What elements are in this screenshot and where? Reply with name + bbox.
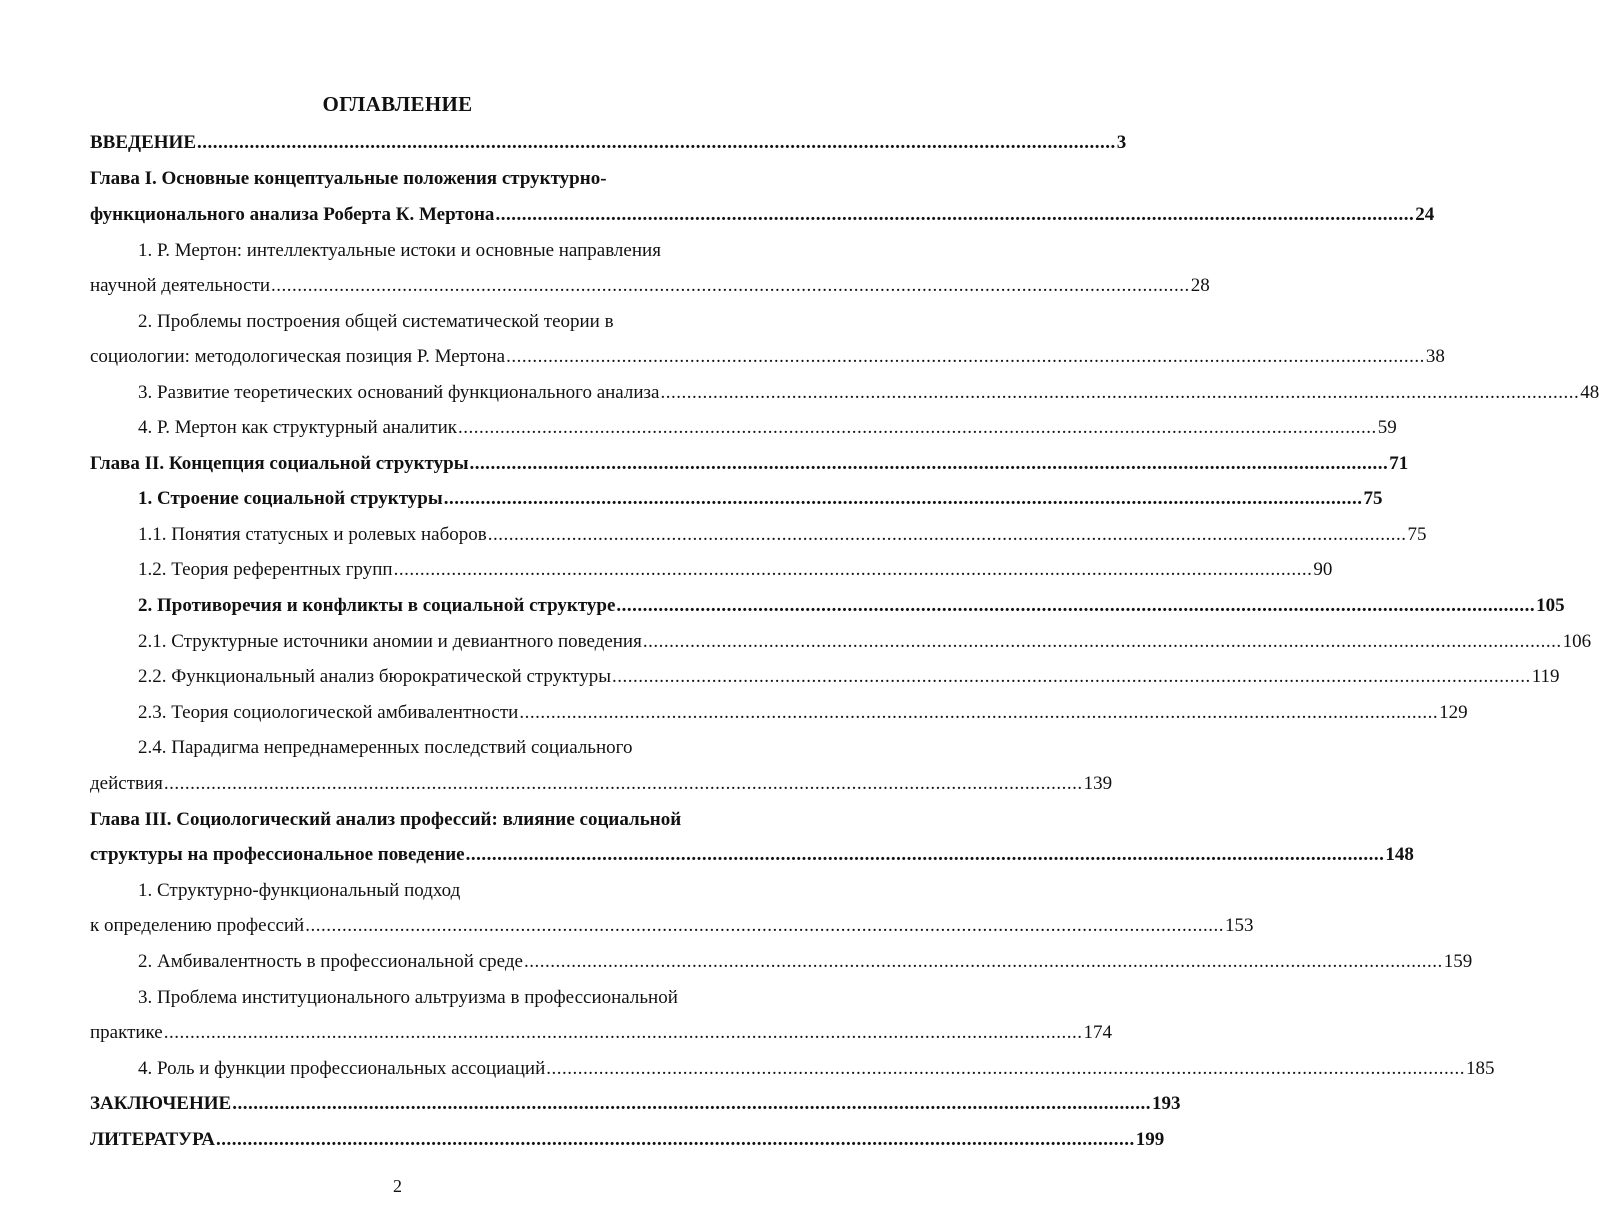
toc-page-number: 24 (1415, 204, 1435, 225)
toc-entry-text: 4. Р. Мертон как структурный аналитик (138, 417, 458, 438)
toc-page-number: 129 (1439, 702, 1468, 723)
toc-entry-text: 1. Строение социальной структуры (138, 488, 443, 509)
toc-entry-conclusion[interactable] (90, 1089, 1181, 1119)
toc-entry-text: 2.2. Функциональный анализ бюрократической структуры (138, 666, 611, 687)
toc-chapter-3[interactable] (90, 840, 1414, 870)
toc-entry-text: ЛИТЕРАТУРА (90, 1129, 216, 1150)
toc-entry-text: 2.1. Структурные источники аномии и девиантного поведения (138, 631, 642, 652)
toc-page-number: 90 (1313, 559, 1333, 580)
toc-entry-text: ЗАКЛЮЧЕНИЕ (90, 1093, 232, 1114)
dot-leader: ............................................................................................................................................................................... (443, 488, 1363, 509)
toc-section-1-1-line1[interactable]: 1. Р. Мертон: интеллектуальные истоки и основные направления (138, 240, 661, 261)
toc-subsection-1-1[interactable] (138, 520, 1427, 550)
dot-leader: ............................................................................................................................................................................... (660, 382, 1580, 403)
toc-chapter-1-line1[interactable]: Глава I. Основные концептуальные положения структурно- (90, 168, 607, 189)
toc-entry-text: 4. Роль и функции профессиональных ассоциаций (138, 1058, 546, 1079)
toc-page-number: 185 (1466, 1058, 1495, 1079)
dot-leader: ............................................................................................................................................................................... (163, 1022, 1083, 1043)
toc-section-1-2-line1[interactable]: 2. Проблемы построения общей систематической теории в (138, 311, 614, 332)
toc-entry-text: к определению профессий (90, 915, 305, 936)
page-number: 2 (393, 1176, 402, 1196)
dot-leader: ............................................................................................................................................................................... (197, 132, 1116, 153)
toc-entry-text: функционального анализа Роберта К. Мертона (90, 204, 495, 225)
dot-leader: ............................................................................................................................................................................... (216, 1129, 1135, 1150)
dot-leader: ............................................................................................................................................................................... (465, 844, 1385, 865)
toc-page-number: 38 (1425, 346, 1445, 367)
toc-entry-text: 2. Амбивалентность в профессиональной среде (138, 951, 523, 972)
dot-leader: ............................................................................................................................................................................... (469, 453, 1389, 474)
toc-entry-text: Глава II. Концепция социальной структуры (90, 453, 469, 474)
toc-section-2-2[interactable] (138, 591, 1565, 621)
dot-leader: ............................................................................................................................................................................... (487, 524, 1407, 545)
toc-entry-text: 1.1. Понятия статусных и ролевых наборов (138, 524, 487, 545)
toc-page-number: 193 (1151, 1093, 1181, 1114)
dot-leader: ............................................................................................................................................................................... (232, 1093, 1151, 1114)
toc-page-number: 139 (1083, 773, 1113, 794)
toc-subsection-2-2[interactable] (138, 662, 1560, 692)
toc-page-number: 199 (1135, 1129, 1165, 1150)
toc-heading: ОГЛАВЛЕНИЕ (322, 92, 473, 116)
toc-entry-literature[interactable] (90, 1125, 1165, 1155)
dot-leader: ............................................................................................................................................................................... (546, 1058, 1465, 1079)
dot-leader: ............................................................................................................................................................................... (271, 275, 1190, 296)
toc-page-number: 106 (1562, 631, 1592, 652)
toc-page-number: 59 (1377, 417, 1397, 438)
toc-page-number: 153 (1224, 915, 1254, 936)
toc-section-3-2[interactable] (138, 947, 1473, 977)
toc-entry-text: 2. Противоречия и конфликты в социальной структуре (138, 595, 616, 616)
dot-leader: ............................................................................................................................................................................... (523, 951, 1443, 972)
dot-leader: ............................................................................................................................................................................... (163, 773, 1083, 794)
toc-section-1-2[interactable] (90, 342, 1445, 372)
dot-leader: ............................................................................................................................................................................... (305, 915, 1224, 936)
toc-entry-text: практике (90, 1022, 163, 1043)
dot-leader: ............................................................................................................................................................................... (495, 204, 1415, 225)
toc-page-number: 48 (1580, 382, 1599, 403)
toc-page-number: 105 (1536, 595, 1565, 616)
dot-leader: ............................................................................................................................................................................... (393, 559, 1313, 580)
toc-section-3-4[interactable] (138, 1054, 1495, 1084)
toc-page-number: 3 (1116, 132, 1127, 153)
toc-section-1-1[interactable] (90, 271, 1210, 301)
toc-page-number: 148 (1385, 844, 1414, 865)
toc-page-number: 75 (1363, 488, 1383, 509)
toc-section-1-4[interactable] (138, 413, 1397, 443)
toc-page-number: 159 (1443, 951, 1473, 972)
toc-page-number: 28 (1190, 275, 1210, 296)
toc-chapter-3-line1[interactable]: Глава III. Социологический анализ профессий: влияние социальной (90, 809, 682, 830)
dot-leader: ............................................................................................................................................................................... (616, 595, 1536, 616)
toc-chapter-2[interactable] (90, 449, 1409, 479)
toc-section-2-1[interactable] (138, 484, 1383, 514)
toc-subsection-2-4[interactable] (90, 769, 1113, 799)
toc-entry-text: действия (90, 773, 163, 794)
toc-entry-intro[interactable] (90, 128, 1127, 158)
toc-entry-text: 1.2. Теория референтных групп (138, 559, 393, 580)
toc-section-3-1-line1[interactable]: 1. Структурно-функциональный подход (138, 880, 461, 901)
toc-page-number: 75 (1407, 524, 1427, 545)
toc-section-3-3[interactable] (90, 1018, 1112, 1048)
toc-chapter-1[interactable] (90, 200, 1435, 230)
toc-page-number: 119 (1531, 666, 1560, 687)
toc-subsection-2-3[interactable] (138, 698, 1468, 728)
toc-entry-text: научной деятельности (90, 275, 271, 296)
toc-page-number: 174 (1083, 1022, 1112, 1043)
dot-leader: ............................................................................................................................................................................... (611, 666, 1531, 687)
dot-leader: ............................................................................................................................................................................... (519, 702, 1439, 723)
toc-entry-text: социологии: методологическая позиция Р. Мертона (90, 346, 506, 367)
toc-entry-text: 2.3. Теория социологической амбивалентности (138, 702, 519, 723)
dot-leader: ............................................................................................................................................................................... (506, 346, 1425, 367)
dot-leader: ............................................................................................................................................................................... (642, 631, 1562, 652)
toc-subsection-2-1[interactable] (138, 627, 1592, 657)
toc-entry-text: 3. Развитие теоретических оснований функционального анализа (138, 382, 660, 403)
toc-entry-text: ВВЕДЕНИЕ (90, 132, 196, 153)
toc-entry-text: структуры на профессиональное поведение (90, 844, 465, 865)
dot-leader: ............................................................................................................................................................................... (458, 417, 1377, 438)
toc-page-number: 71 (1389, 453, 1409, 474)
toc-section-1-3[interactable] (138, 378, 1599, 408)
toc-subsection-1-2[interactable] (138, 555, 1333, 585)
toc-section-3-1[interactable] (90, 911, 1254, 941)
toc-section-3-3-line1[interactable]: 3. Проблема институционального альтруизма в профессиональной (138, 987, 678, 1008)
toc-subsection-2-4-line1[interactable]: 2.4. Парадигма непреднамеренных последствий социального (138, 737, 633, 758)
